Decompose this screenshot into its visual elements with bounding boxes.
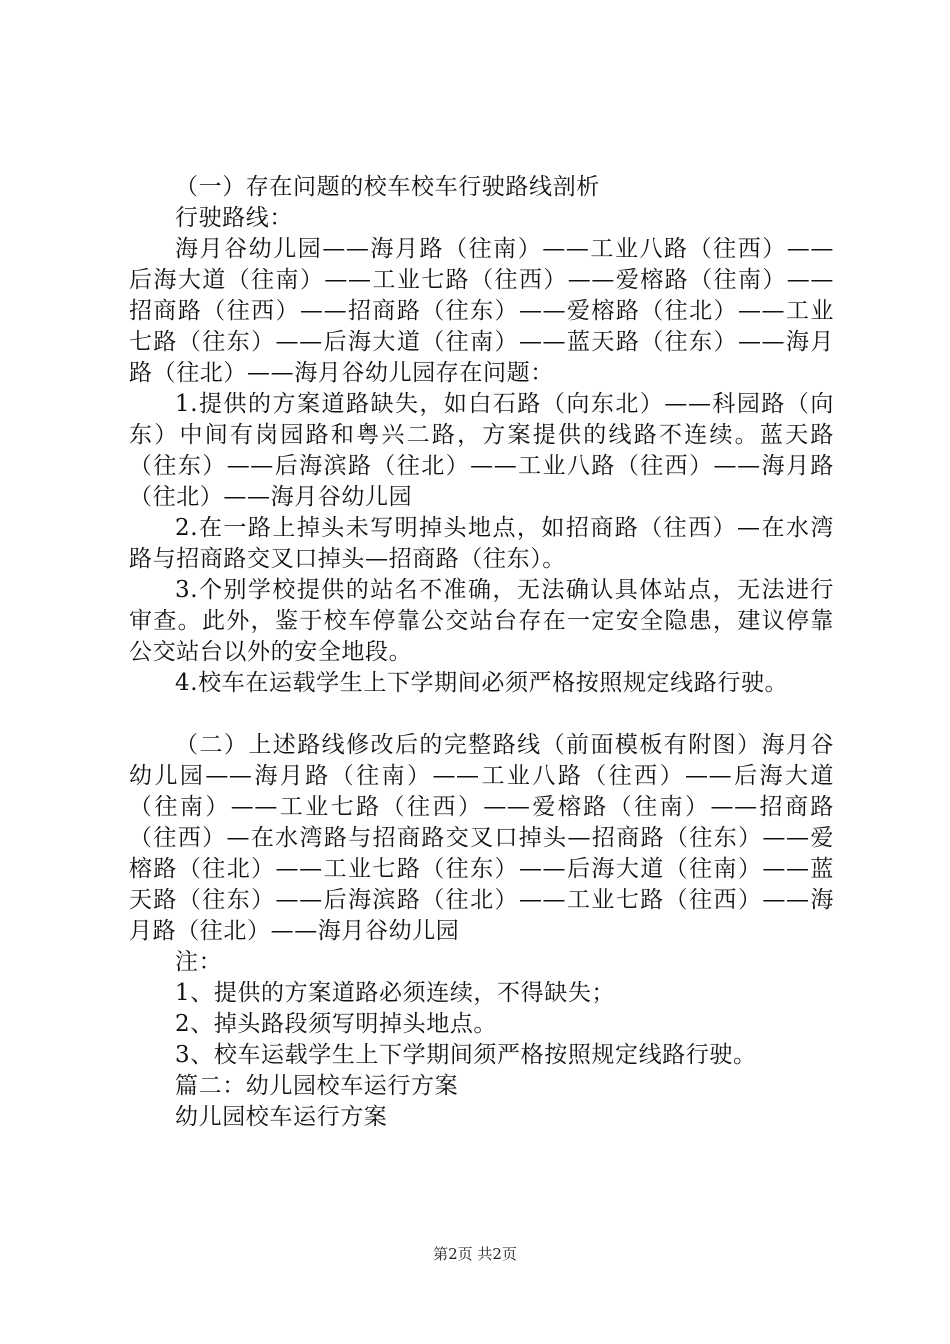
original-route-paragraph: 海月谷幼儿园——海月路（往南）——工业八路（往西）——后海大道（往南）——工业七路（往西）——爱榕路（往南）——招商路（往西）——招商路（往东）——爱榕路（往北）——工业七路（往东）——后海大道（往南）——蓝天路（往东）——海月路（往北）——海月谷幼儿园存在问题：: [129, 236, 834, 386]
note-item-1: 1、提供的方案道路必须连续，不得缺失；: [175, 980, 616, 1006]
note-label: 注：: [175, 949, 223, 975]
note-item-2: 2、掉头路段须写明掉头地点。: [175, 1011, 498, 1037]
note-item-3: 3、校车运载学生上下学期间须严格按照规定线路行驶。: [175, 1042, 757, 1068]
document-body: [129, 172, 834, 1133]
chapter-two-title: 幼儿园校车运行方案: [175, 1104, 388, 1130]
route-label: 行驶路线：: [175, 205, 293, 231]
chapter-two-heading: 篇二：幼儿园校车运行方案: [175, 1073, 459, 1099]
section-heading-problems: （一）存在问题的校车校车行驶路线剖析: [175, 174, 600, 200]
problem-item-3: 3.个别学校提供的站名不准确，无法确认具体站点，无法进行审查。此外，鉴于校车停靠公交站台存在一定安全隐患，建议停靠公交站台以外的安全地段。: [129, 577, 834, 665]
problem-item-1: 1.提供的方案道路缺失，如白石路（向东北）——科园路（向东）中间有岗园路和粤兴二路，方案提供的线路不连续。蓝天路（往东）——后海滨路（往北）——工业八路（往西）——海月路（往北）——海月谷幼儿园: [129, 391, 834, 510]
page-footer: 第2页 共2页: [433, 1245, 517, 1263]
problem-item-4: 4.校车在运载学生上下学期间必须严格按照规定线路行驶。: [175, 670, 789, 696]
revised-route-paragraph: （二）上述路线修改后的完整路线（前面模板有附图）海月谷幼儿园——海月路（往南）——工业八路（往西）——后海大道（往南）——工业七路（往西）——爱榕路（往南）——招商路（往西）—在水湾路与招商路交叉口掉头—招商路（往东）——爱榕路（往北）——工业七路（往东）——后海大道（往南）——蓝天路（往东）——后海滨路（往北）——工业七路（往西）——海月路（往北）——海月谷幼儿园: [129, 732, 834, 944]
problem-item-2: 2.在一路上掉头未写明掉头地点，如招商路（往西）—在水湾路与招商路交叉口掉头—招商路（往东）。: [129, 515, 834, 572]
